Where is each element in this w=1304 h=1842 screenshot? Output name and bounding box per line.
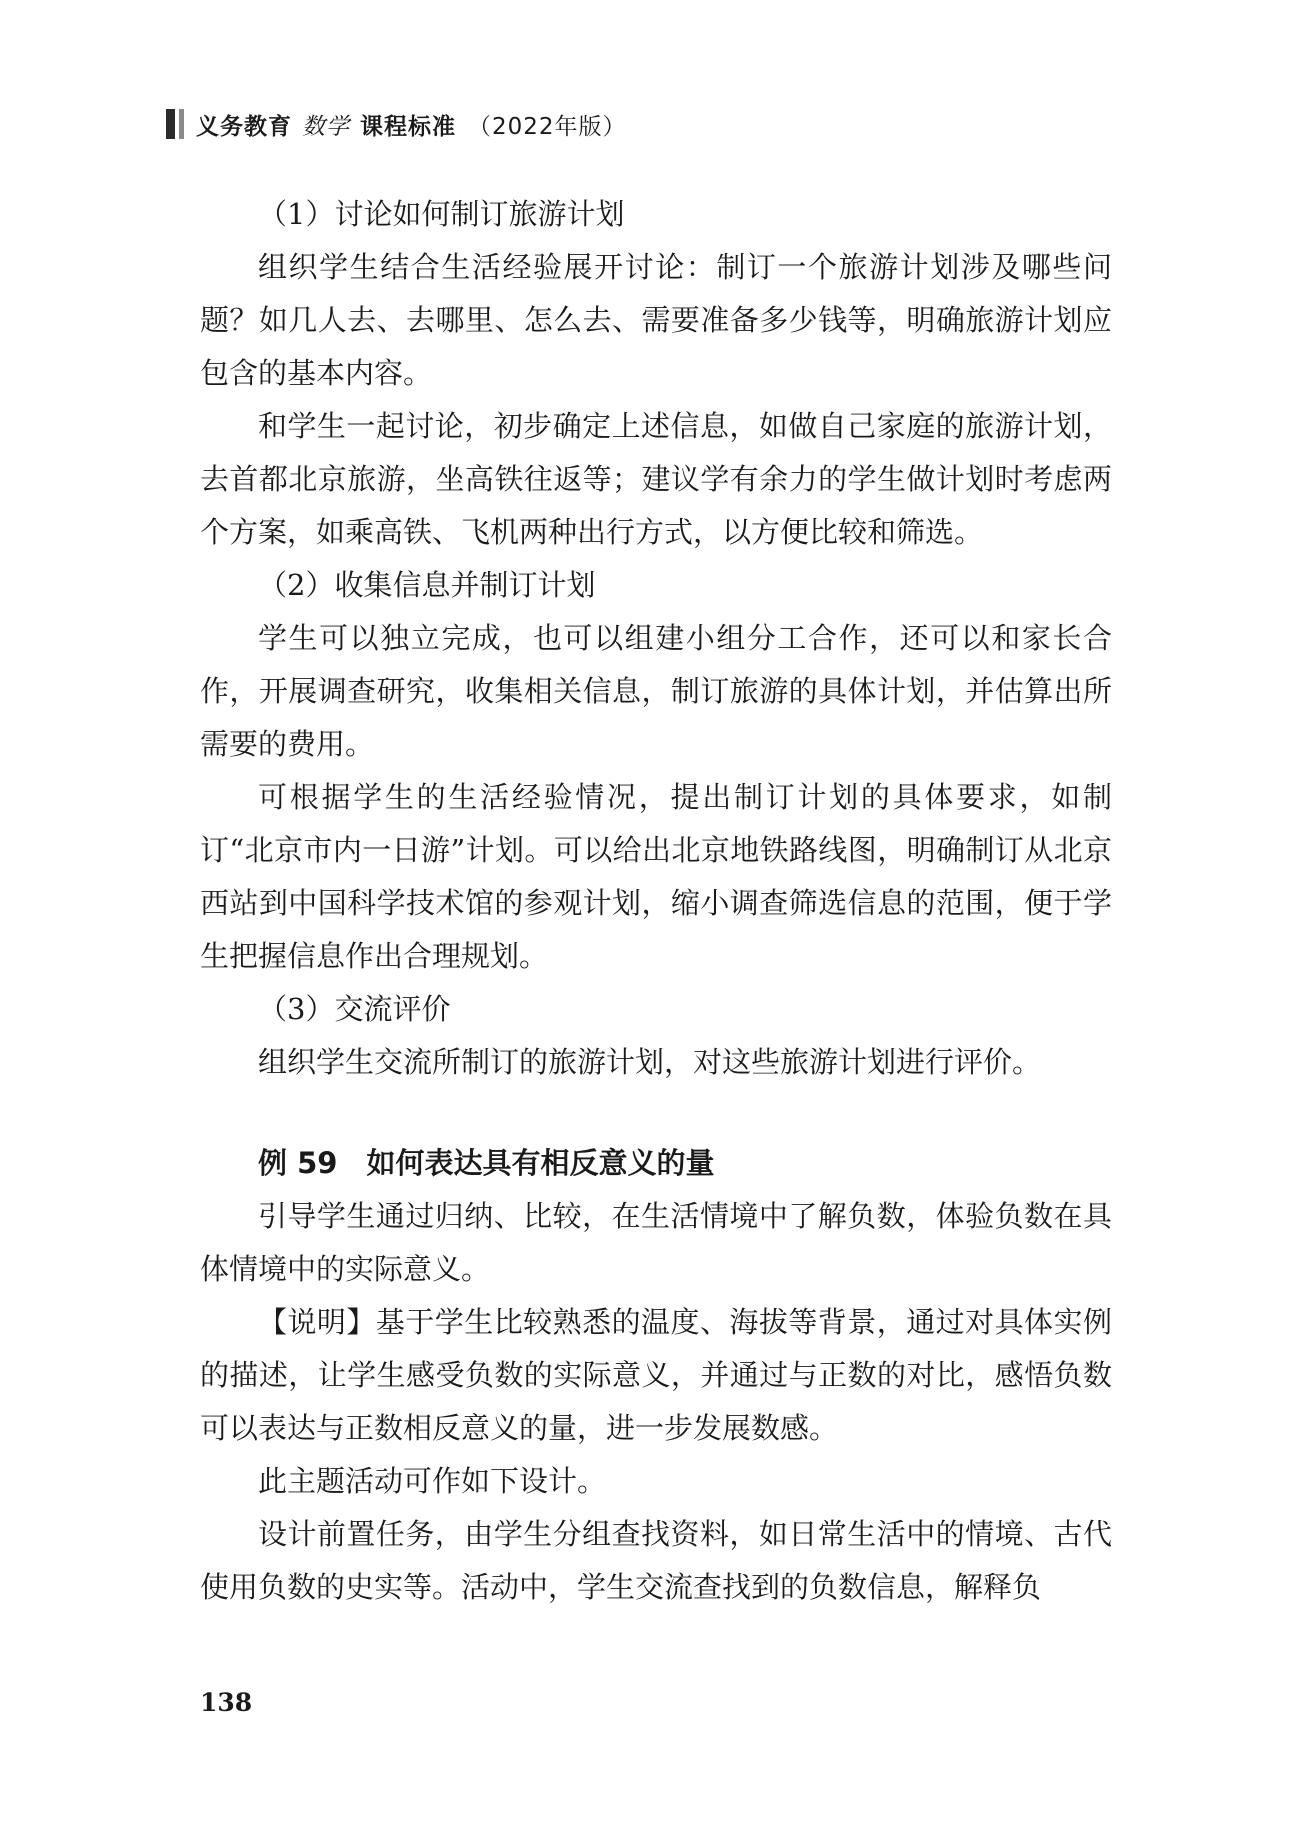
example-paragraph-1: 引导学生通过归纳、比较，在生活情境中了解负数，体验负数在具体情境中的实际意义。 [200, 1199, 1112, 1286]
section-1-paragraph-2: 和学生一起讨论，初步确定上述信息，如做自己家庭的旅游计划，去首都北京旅游，坐高铁往返等；建议学有余力的学生做计划时考虑两个方案，如乘高铁、飞机两种出行方式，以方便比较和筛选。 [200, 409, 1112, 549]
header-edition: （2022年版） [468, 113, 627, 140]
example-59-heading: 例 59 如何表达具有相反意义的量 [258, 1146, 715, 1180]
header-subject: 数学 [302, 113, 350, 140]
running-header [166, 106, 627, 142]
header-bar-thick [166, 109, 175, 139]
section-3-paragraph-1: 组织学生交流所制订的旅游计划，对这些旅游计划进行评价。 [258, 1045, 1042, 1079]
section-2-paragraph-2: 可根据学生的生活经验情况，提出制订计划的具体要求，如制订“北京市内一日游”计划。可以给出北京地铁路线图，明确制订从北京西站到中国科学技术馆的参观计划，缩小调查筛选信息的范围，便于学生把握信息作出合理规划。 [200, 780, 1112, 973]
example-explanation: 【说明】基于学生比较熟悉的温度、海拔等背景，通过对具体实例的描述，让学生感受负数的实际意义，并通过与正数的对比，感悟负数可以表达与正数相反意义的量，进一步发展数感。 [200, 1305, 1112, 1445]
example-paragraph-3: 此主题活动可作如下设计。 [258, 1464, 607, 1498]
example-paragraph-4: 设计前置任务，由学生分组查找资料，如日常生活中的情境、古代使用负数的史实等。活动中，学生交流查找到的负数信息，解释负 [200, 1517, 1112, 1604]
page-number: 138 [200, 1688, 253, 1717]
section-2-heading: （2）收集信息并制订计划 [258, 568, 596, 602]
section-2-paragraph-1: 学生可以独立完成，也可以组建小组分工合作，还可以和家长合作，开展调查研究，收集相关信息，制订旅游的具体计划，并估算出所需要的费用。 [200, 621, 1112, 761]
section-3-heading: （3）交流评价 [258, 992, 451, 1026]
header-bar-marks [166, 109, 184, 139]
header-title-part2: 课程标准 [360, 113, 456, 140]
header-bar-thin [179, 109, 184, 139]
page-body [200, 188, 1112, 1614]
section-1-heading: （1）讨论如何制订旅游计划 [258, 197, 625, 231]
section-1-paragraph-1: 组织学生结合生活经验展开讨论：制订一个旅游计划涉及哪些问题？如几人去、去哪里、怎么去、需要准备多少钱等，明确旅游计划应包含的基本内容。 [200, 250, 1112, 390]
header-title-part1: 义务教育 [196, 113, 292, 140]
